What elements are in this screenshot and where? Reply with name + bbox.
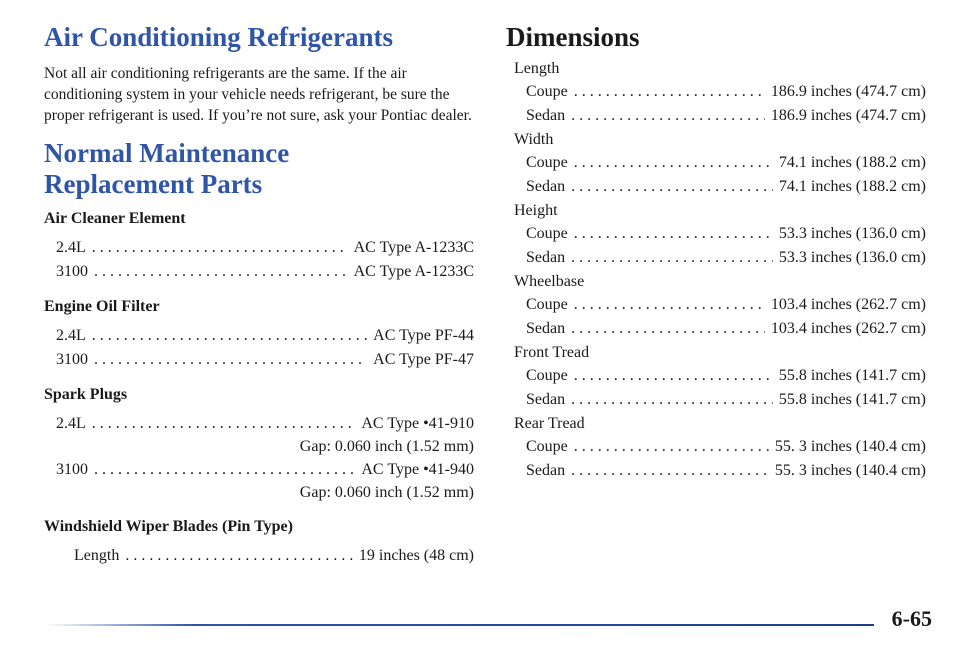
list-item — [514, 222, 926, 246]
body-style: Sedan — [526, 320, 566, 338]
body-style: Coupe — [526, 438, 568, 456]
dimension-value: 186.9 inches (474.7 cm) — [770, 107, 926, 125]
dot-leader — [574, 151, 773, 175]
dimension-value: 55.8 inches (141.7 cm) — [778, 367, 926, 385]
list-item — [514, 364, 926, 388]
body-style: Coupe — [526, 296, 568, 314]
list-item — [514, 175, 926, 199]
dot-leader — [92, 236, 348, 260]
spark-plug-gap: Gap: 0.060 inch (1.52 mm) — [299, 438, 474, 456]
dimension-category: Wheelbase — [514, 273, 585, 291]
spark-plugs-list — [44, 412, 474, 504]
part-number: AC Type A-1233C — [353, 263, 474, 281]
spark-plug-gap: Gap: 0.060 inch (1.52 mm) — [299, 484, 474, 502]
body-style: Sedan — [526, 107, 566, 125]
dot-leader — [571, 175, 773, 199]
dimensions-list — [506, 57, 926, 483]
wiper-blades-heading: Windshield Wiper Blades (Pin Type) — [44, 518, 293, 536]
dot-leader — [571, 317, 765, 341]
page-number: 6-65 — [891, 606, 932, 631]
maintenance-title-line2: Replacement Parts — [44, 169, 263, 200]
air-cleaner-heading: Air Cleaner Element — [44, 210, 186, 228]
part-engine: 3100 — [56, 263, 88, 281]
dimension-value: 186.9 inches (474.7 cm) — [770, 83, 926, 101]
dot-leader — [574, 364, 773, 388]
left-column — [44, 0, 474, 568]
dimensions-title: Dimensions — [506, 22, 640, 52]
dimension-category: Length — [514, 60, 560, 78]
dimension-category: Height — [514, 202, 558, 220]
spark-plugs-heading: Spark Plugs — [44, 386, 128, 404]
dot-leader — [571, 104, 765, 128]
air-cleaner-list — [44, 236, 474, 284]
wiper-blades-list — [44, 544, 474, 568]
list-item — [514, 435, 926, 459]
dimension-value: 53.3 inches (136.0 cm) — [778, 249, 926, 267]
right-column — [506, 0, 926, 483]
dimension-value: 55.8 inches (141.7 cm) — [778, 391, 926, 409]
dimension-category: Width — [514, 131, 554, 149]
body-style: Coupe — [526, 83, 568, 101]
list-item — [514, 293, 926, 317]
part-number: AC Type •41-940 — [361, 461, 474, 479]
list-item — [56, 324, 474, 348]
body-style: Sedan — [526, 391, 566, 409]
wiper-label: Length — [74, 547, 120, 565]
dimension-value: 55. 3 inches (140.4 cm) — [774, 438, 926, 456]
dimension-category: Front Tread — [514, 344, 590, 362]
list-item — [56, 458, 474, 482]
dot-leader — [574, 80, 765, 104]
dimension-value: 103.4 inches (262.7 cm) — [770, 320, 926, 338]
dimension-value: 103.4 inches (262.7 cm) — [770, 296, 926, 314]
list-item — [514, 246, 926, 270]
part-engine: 2.4L — [56, 415, 86, 433]
body-style: Coupe — [526, 154, 568, 172]
list-item — [514, 104, 926, 128]
dot-leader — [574, 222, 773, 246]
list-item — [56, 412, 474, 436]
list-item — [514, 459, 926, 483]
body-style: Coupe — [526, 225, 568, 243]
dot-leader — [94, 260, 348, 284]
dimension-value: 74.1 inches (188.2 cm) — [778, 178, 926, 196]
list-item — [74, 544, 474, 568]
ac-refrigerants-text: Not all air conditioning refrigerants are the same. If the air conditioning system in your vehicle needs refrigerant, be sure the proper refrigerant is used. If you’re not sure, ask your Pontiac dealer. — [44, 65, 472, 125]
list-item — [56, 260, 474, 284]
dot-leader — [125, 544, 353, 568]
dot-leader — [92, 324, 367, 348]
footer-rule — [44, 624, 874, 626]
list-item — [514, 80, 926, 104]
dot-leader — [574, 435, 769, 459]
list-item — [56, 348, 474, 372]
part-number: AC Type PF-44 — [373, 327, 474, 345]
wiper-length: 19 inches (48 cm) — [358, 547, 474, 565]
part-engine: 2.4L — [56, 239, 86, 257]
dot-leader — [571, 246, 773, 270]
dimension-value: 53.3 inches (136.0 cm) — [778, 225, 926, 243]
part-engine: 2.4L — [56, 327, 86, 345]
part-engine: 3100 — [56, 461, 88, 479]
list-item — [514, 317, 926, 341]
part-number: AC Type •41-910 — [361, 415, 474, 433]
body-style: Sedan — [526, 249, 566, 267]
dimension-value: 55. 3 inches (140.4 cm) — [774, 462, 926, 480]
ac-refrigerants-title: Air Conditioning Refrigerants — [44, 22, 393, 52]
body-style: Sedan — [526, 462, 566, 480]
dot-leader — [571, 388, 773, 412]
dimension-category: Rear Tread — [514, 415, 585, 433]
dot-leader — [94, 458, 355, 482]
dimension-value: 74.1 inches (188.2 cm) — [778, 154, 926, 172]
dot-leader — [571, 459, 769, 483]
part-number: AC Type PF-47 — [373, 351, 474, 369]
list-item — [56, 236, 474, 260]
oil-filter-heading: Engine Oil Filter — [44, 298, 160, 316]
oil-filter-list — [44, 324, 474, 372]
dot-leader — [92, 412, 356, 436]
dot-leader — [574, 293, 765, 317]
list-item — [514, 151, 926, 175]
part-number: AC Type A-1233C — [353, 239, 474, 257]
body-style: Coupe — [526, 367, 568, 385]
maintenance-title-line1: Normal Maintenance — [44, 138, 290, 169]
dot-leader — [94, 348, 367, 372]
list-item — [514, 388, 926, 412]
body-style: Sedan — [526, 178, 566, 196]
part-engine: 3100 — [56, 351, 88, 369]
